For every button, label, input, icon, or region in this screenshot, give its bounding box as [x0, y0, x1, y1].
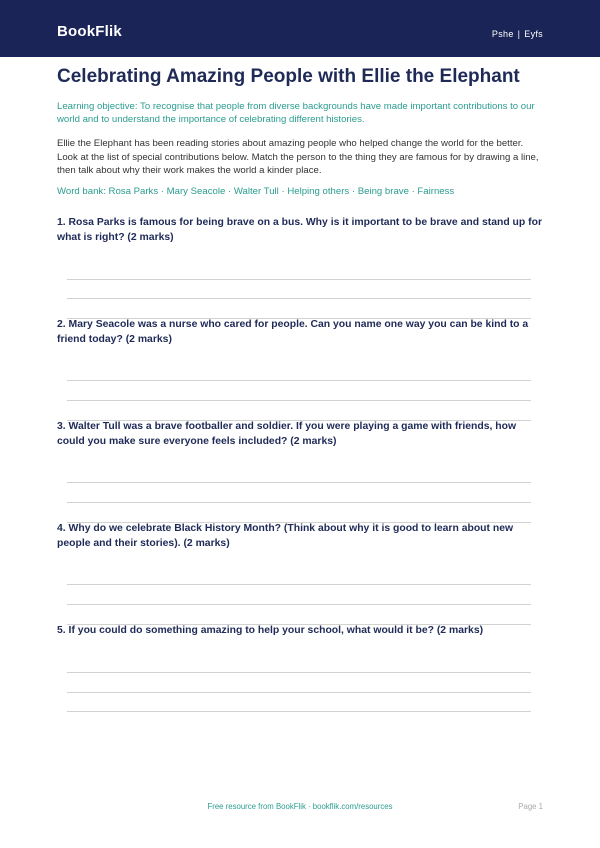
answer-line[interactable]: [67, 711, 531, 712]
answer-line[interactable]: [67, 279, 531, 280]
word-bank: Word bank: Rosa Parks · Mary Seacole · Walter Tull · Helping others · Being brave · Fairness: [57, 186, 455, 197]
stage-name: Eyfs: [524, 29, 543, 39]
subject-label: [492, 29, 543, 39]
page-number: Page 1: [518, 802, 543, 811]
question-5: 5. If you could do something amazing to help your school, what would it be? (2 marks): [57, 625, 484, 636]
footer-source: Free resource from BookFlik · bookflik.com/resources: [207, 802, 393, 811]
answer-line[interactable]: [67, 692, 531, 693]
answer-line[interactable]: [67, 604, 531, 605]
answer-line[interactable]: [67, 380, 531, 381]
answer-line[interactable]: [67, 298, 531, 299]
question-1: 1. Rosa Parks is famous for being brave on a bus. Why is it important to be brave and stand up for what is right? (2 marks): [57, 217, 542, 243]
page-header: [0, 0, 600, 57]
answer-line[interactable]: [67, 584, 531, 585]
page-title: Celebrating Amazing People with Ellie the Elephant: [57, 66, 520, 87]
question-4: 4. Why do we celebrate Black History Month? (Think about why it is good to learn about new people and their stories). (2 marks): [57, 523, 514, 549]
brand-logo: BookFlik: [57, 23, 122, 40]
intro-text: Ellie the Elephant has been reading stories about amazing people who helped change the world for the better. Look at the list of special contributions below. Match the person to the thing they are famous for by drawing a line, then talk about why their work makes the world a kinder place.: [57, 138, 539, 176]
answer-line[interactable]: [67, 482, 531, 483]
answer-line[interactable]: [67, 400, 531, 401]
question-2: 2. Mary Seacole was a nurse who cared for people. Can you name one way you can be kind to a friend today? (2 marks): [57, 319, 529, 345]
subject-separator: |: [517, 29, 521, 39]
learning-objective: Learning objective: To recognise that people from diverse backgrounds have made important contributions to our world and to understand the importance of celebrating different histories.: [57, 101, 535, 125]
question-3: 3. Walter Tull was a brave footballer and soldier. If you were playing a game with friends, how could you make sure everyone feels included? (2 marks): [57, 421, 517, 447]
answer-line[interactable]: [67, 672, 531, 673]
answer-line[interactable]: [67, 502, 531, 503]
subject-name: Pshe: [491, 29, 514, 39]
